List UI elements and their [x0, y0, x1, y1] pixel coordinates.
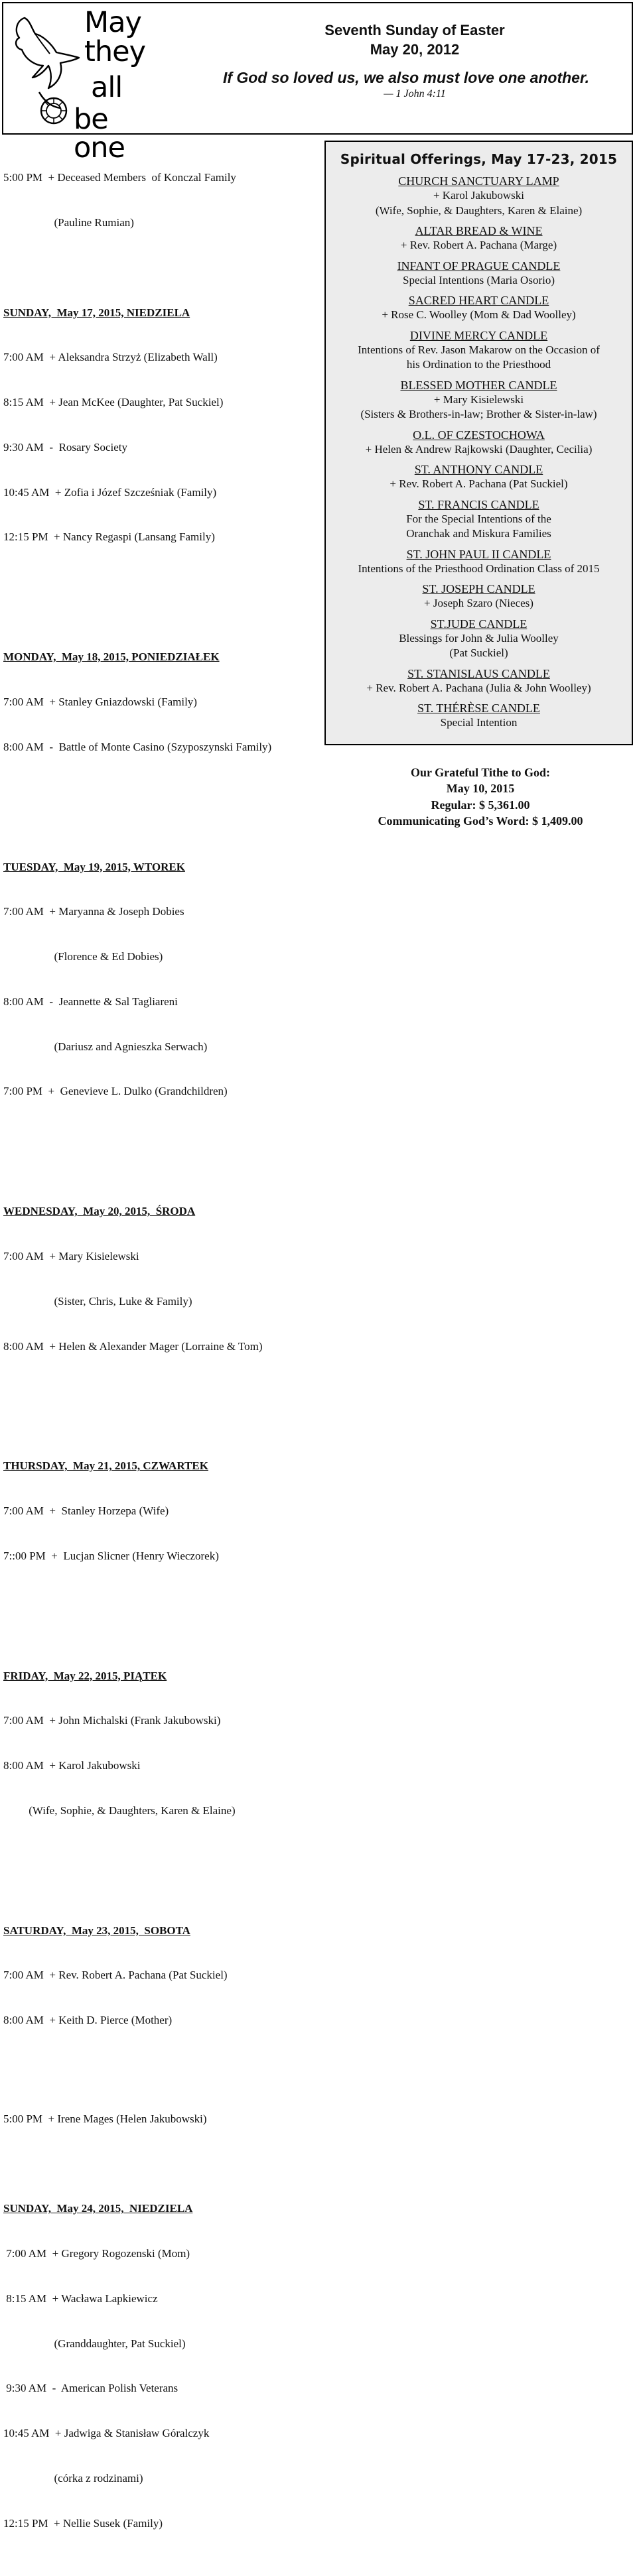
candle-name: ST. FRANCIS CANDLE [418, 497, 539, 511]
mass-line: 7:00 AM + Gregory Rogozenski (Mom) [3, 2247, 190, 2260]
candle-offering [326, 428, 632, 458]
offering-line: Oranchak and Miskura Families [406, 527, 551, 540]
mass-line: (Dariusz and Agnieszka Serwach) [3, 1040, 208, 1053]
offering-line: + Rev. Robert A. Pachana (Marge) [400, 239, 557, 251]
mass-line: 7:00 AM + Maryanna & Joseph Dobies [3, 905, 184, 918]
candle-name: ALTAR BREAD & WINE [415, 224, 543, 237]
intro-line: 5:00 PM + Deceased Members of Konczal Family [3, 171, 236, 184]
mass-line: 8:00 AM - Jeannette & Sal Tagliareni [3, 995, 178, 1008]
mass-line: 7:00 AM + Mary Kisielewski [3, 1249, 139, 1262]
day-heading: THURSDAY, May 21, 2015, CZWARTEK [3, 1459, 208, 1473]
day-section [3, 829, 322, 1129]
mass-line: 8:15 AM + Wacława Lapkiewicz [3, 2292, 158, 2305]
logo-word-all: all [91, 71, 123, 104]
mass-line: (Wife, Sophie, & Daughters, Karen & Elaine) [3, 1804, 236, 1817]
bulletin-date: May 20, 2012 [370, 41, 460, 58]
candle-name: DIVINE MERCY CANDLE [409, 328, 548, 342]
mass-line: 8:00 AM - Battle of Monte Casino (Szyposzynski Family) [3, 740, 272, 753]
logo-word-may: May [84, 6, 141, 39]
offering-line: (Wife, Sophie, & Daughters, Karen & Elaine) [375, 204, 583, 217]
mass-line: 12:15 PM + Nancy Regaspi (Lansang Family) [3, 530, 215, 544]
offering-line: Blessings for John & Julia Woolley [399, 631, 559, 644]
offering-line: + Helen & Andrew Rajkowski (Daughter, Cecilia) [365, 442, 593, 456]
offering-line: + Rose C. Woolley (Mom & Dad Woolley) [382, 308, 576, 321]
candle-name: O.L. OF CZESTOCHOWA [413, 428, 545, 442]
tithe-summary [324, 765, 636, 829]
offering-line: + Mary Kisielewski [433, 393, 524, 406]
offering-line: + Karol Jakubowski [433, 189, 525, 202]
mass-line: 7:00 AM + Stanley Horzepa (Wife) [3, 1504, 169, 1518]
candle-offering [326, 701, 632, 731]
mass-line: 7::00 PM + Lucjan Slicner (Henry Wieczorek) [3, 1549, 219, 1562]
day-heading: TUESDAY, May 19, 2015, WTOREK [3, 860, 185, 873]
mass-line: 7:00 AM + Rev. Robert A. Pachana (Pat Suckiel) [3, 1969, 228, 1982]
candle-offering [326, 547, 632, 577]
day-section [3, 1429, 322, 1594]
candle-name: ST.JUDE CANDLE [430, 617, 528, 631]
candle-offering [326, 174, 632, 218]
candle-offering [326, 328, 632, 373]
offering-line: (Pat Suckiel) [449, 646, 508, 659]
mass-line: (Florence & Ed Dobies) [3, 950, 163, 963]
mass-line: 7:00 AM + John Michalski (Frank Jakubowski) [3, 1714, 221, 1727]
candle-name: ST. STANISLAUS CANDLE [407, 666, 550, 680]
mass-line: (córka z rodzinami) [3, 2472, 143, 2485]
offering-line: (Sisters & Brothers-in-law; Brother & Sister-in-law) [360, 408, 597, 420]
mass-line: 7:00 PM + Genevieve L. Dulko (Grandchildren) [3, 1085, 228, 1098]
day-section [3, 1893, 322, 2058]
offering-line: + Rev. Robert A. Pachana (Julia & John Woolley) [366, 681, 591, 694]
candle-offering [326, 617, 632, 661]
offering-line: Intentions of the Priesthood Ordination Class of 2015 [358, 562, 600, 575]
logo-word-they: they [84, 35, 146, 68]
offerings-title: Spiritual Offerings, May 17-23, 2015 [340, 151, 618, 167]
logo-word-be-one: be one [74, 103, 125, 164]
mass-line: 9:30 AM - Rosary Society [3, 440, 127, 454]
offering-line: his Ordination to the Priesthood [406, 358, 551, 371]
mass-line: 8:00 AM + Helen & Alexander Mager (Lorraine & Tom) [3, 1339, 263, 1353]
offering-line: Intentions of Rev. Jason Makarow on the Occasion of [358, 343, 600, 356]
tithe-regular: Regular: $ 5,361.00 [431, 798, 530, 812]
day-heading: SUNDAY, May 24, 2015, NIEDZIELA [3, 2202, 193, 2215]
offering-line: For the Special Intentions of the [406, 512, 551, 525]
candle-offering [326, 462, 632, 492]
candle-name: ST. JOHN PAUL II CANDLE [406, 547, 551, 561]
mass-line: 8:00 AM + Karol Jakubowski [3, 1759, 141, 1772]
tithe-title: Our Grateful Tithe to God: [410, 766, 550, 779]
offering-line: + Joseph Szaro (Nieces) [424, 597, 533, 609]
candle-offering [326, 666, 632, 696]
mass-line: 5:00 PM + Irene Mages (Helen Jakubowski) [3, 2112, 207, 2125]
day-heading: WEDNESDAY, May 20, 2015, ŚRODA [3, 1205, 196, 1218]
day-heading: SATURDAY, May 23, 2015, SOBOTA [3, 1924, 190, 1937]
liturgical-day-title: Seventh Sunday of Easter [324, 22, 505, 38]
candle-offering [326, 378, 632, 422]
day-section [3, 1638, 322, 1848]
scripture-citation: — 1 John 4:11 [384, 88, 446, 99]
offering-line: Special Intention [440, 716, 518, 729]
mass-schedule [3, 141, 322, 2576]
spiritual-offerings-box [324, 141, 633, 745]
candle-name: ST. THÉRÈSE CANDLE [417, 702, 540, 715]
day-heading: FRIDAY, May 22, 2015, PIĄTEK [3, 1669, 167, 1682]
candle-offering [326, 497, 632, 542]
day-section [3, 2172, 322, 2561]
candle-offering [326, 582, 632, 611]
day-heading: SUNDAY, May 17, 2015, NIEDZIELA [3, 306, 190, 319]
mass-line: (Sister, Chris, Luke & Family) [3, 1294, 192, 1308]
candle-name: ST. ANTHONY CANDLE [414, 463, 543, 476]
candle-name: ST. JOSEPH CANDLE [422, 582, 535, 595]
mass-line: 8:15 AM + Jean McKee (Daughter, Pat Suckiel) [3, 396, 224, 409]
tithe-communicating: Communicating God’s Word: $ 1,409.00 [378, 814, 583, 828]
candle-name: CHURCH SANCTUARY LAMP [398, 174, 559, 188]
mass-line: 7:00 AM + Stanley Gniazdowski (Family) [3, 695, 197, 708]
mass-line: 10:45 AM + Jadwiga & Stanisław Góralczyk [3, 2427, 210, 2440]
offering-line: + Rev. Robert A. Pachana (Pat Suckiel) [389, 477, 568, 490]
candle-offering [326, 259, 632, 288]
candle-name: BLESSED MOTHER CANDLE [400, 378, 557, 392]
may-they-all-be-one-logo [13, 6, 165, 164]
offering-line: Special Intentions (Maria Osorio) [403, 273, 555, 286]
mass-line: 10:45 AM + Zofia i Józef Szcześniak (Family) [3, 485, 217, 499]
candle-offering [326, 223, 632, 253]
candle-name: SACRED HEART CANDLE [408, 294, 549, 307]
day-section [3, 620, 322, 785]
day-section [3, 1174, 322, 1384]
day-heading: MONDAY, May 18, 2015, PONIEDZIAŁEK [3, 650, 220, 664]
mass-line: 7:00 AM + Aleksandra Strzyż (Elizabeth Wall) [3, 351, 218, 364]
scripture-quote: If God so loved us, we also must love one another. [222, 69, 590, 86]
day-section [3, 275, 322, 575]
header-text [202, 21, 627, 100]
tithe-date: May 10, 2015 [446, 782, 515, 796]
candle-offering [326, 293, 632, 323]
candle-name: INFANT OF PRAGUE CANDLE [397, 259, 561, 273]
mass-line: 12:15 PM + Nellie Susek (Family) [3, 2516, 163, 2530]
mass-line: 9:30 AM - American Polish Veterans [3, 2382, 178, 2395]
intro-line: (Pauline Rumian) [3, 215, 134, 229]
mass-line: (Granddaughter, Pat Suckiel) [3, 2337, 186, 2350]
mass-line: 8:00 AM + Keith D. Pierce (Mother) [3, 2014, 173, 2027]
